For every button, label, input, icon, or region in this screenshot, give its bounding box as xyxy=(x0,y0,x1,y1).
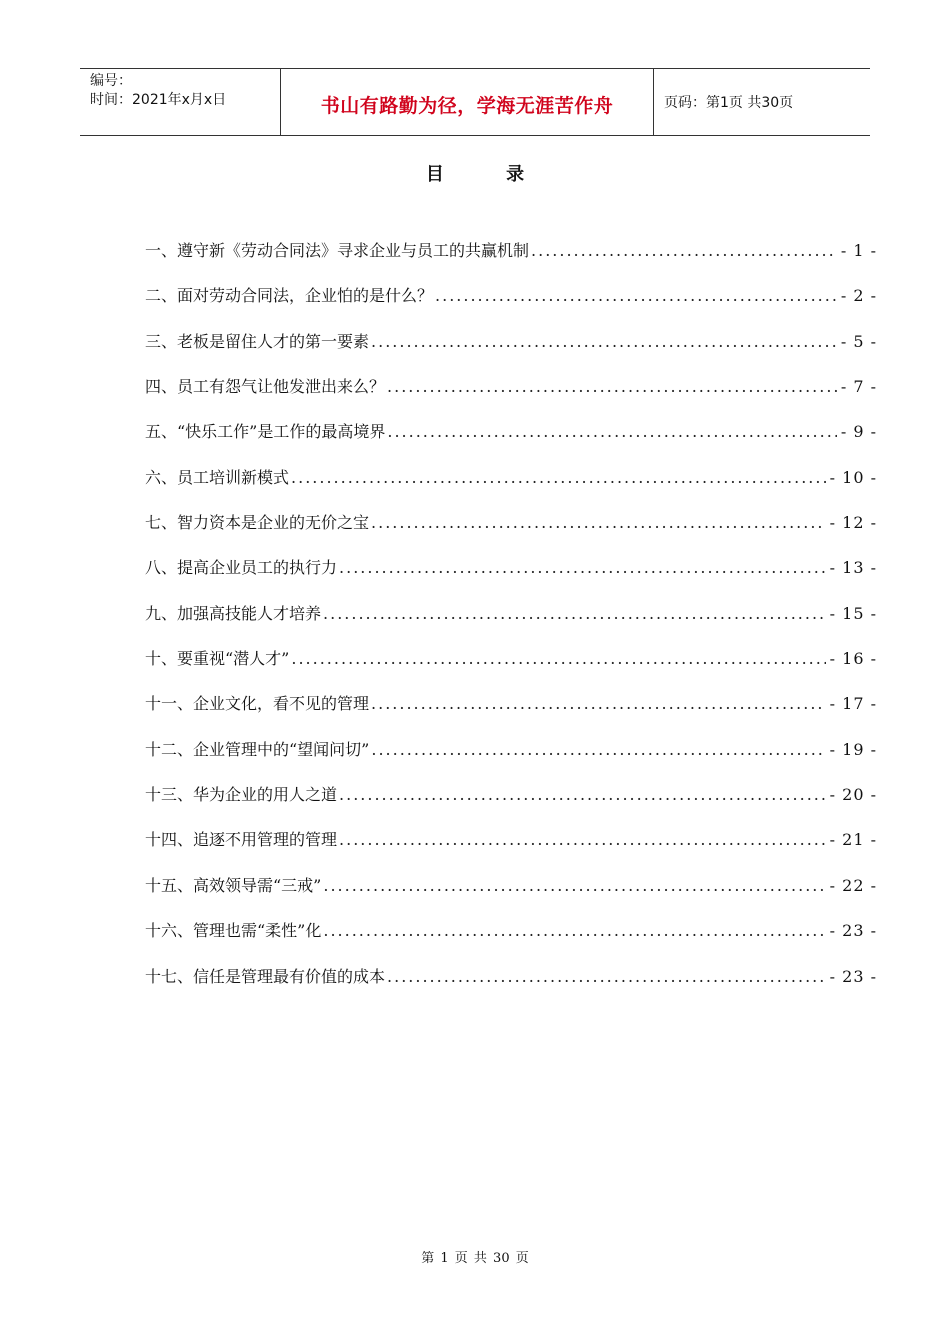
toc-dot-leader xyxy=(291,649,825,668)
toc-entry-title: 十一、企业文化，看不见的管理 xyxy=(145,694,370,714)
toc-entry-title: 十三、华为企业的用人之道 xyxy=(145,785,338,805)
toc-entry-title: 十四、追逐不用管理的管理 xyxy=(145,830,338,850)
toc-entry-page: - 15 - xyxy=(829,603,877,623)
toc-entry[interactable] xyxy=(145,827,877,872)
toc-entry[interactable] xyxy=(145,782,877,827)
toc-entry-title: 一、遵守新《劳动合同法》寻求企业与员工的共赢机制 xyxy=(145,241,530,260)
toc-dot-leader xyxy=(291,468,826,487)
toc-entry[interactable] xyxy=(145,601,877,646)
toc-entry-page: - 10 - xyxy=(829,467,877,487)
toc-entry-title: 十五、高效领导需“三戒” xyxy=(145,875,322,895)
toc-entry-title: 六、员工培训新模式 xyxy=(145,467,290,487)
toc-entry-page: - 19 - xyxy=(829,739,877,759)
toc-entry[interactable] xyxy=(145,419,877,464)
toc-entry-title: 十七、信任是管理最有价值的成本 xyxy=(145,966,386,986)
toc-entry-title: 三、老板是留住人才的第一要素 xyxy=(145,331,370,351)
toc-dot-leader xyxy=(339,830,826,849)
toc-entry[interactable] xyxy=(145,329,877,374)
toc-title: 目 录 xyxy=(425,164,553,185)
toc-dot-leader xyxy=(323,921,825,940)
toc-entry-page: - 7 - xyxy=(840,377,877,397)
toc-dot-leader xyxy=(387,422,836,441)
toc-dot-leader xyxy=(323,604,826,623)
toc-entry[interactable] xyxy=(145,374,877,419)
page-footer: 第 1 页 共 30 页 xyxy=(421,1251,529,1266)
toc-entry[interactable] xyxy=(145,283,877,328)
toc-entry-page: - 9 - xyxy=(840,422,877,442)
toc-dot-leader xyxy=(371,694,826,713)
header-page-cell xyxy=(654,69,870,135)
toc-entry-page: - 13 - xyxy=(829,558,877,578)
toc-entry[interactable] xyxy=(145,737,877,782)
toc-dot-leader xyxy=(323,876,825,895)
toc-entry-page: - 23 - xyxy=(829,921,877,941)
toc-entry-title: 十六、管理也需“柔性”化 xyxy=(145,921,322,941)
toc-dot-leader xyxy=(339,558,826,577)
toc-dot-leader xyxy=(387,967,826,986)
toc-entry[interactable] xyxy=(145,238,877,283)
toc-entry-title: 八、提高企业员工的执行力 xyxy=(145,558,338,578)
toc-entry[interactable] xyxy=(145,964,877,1009)
document-number-label: 编号： xyxy=(90,73,132,89)
toc-dot-leader xyxy=(435,286,837,305)
header-motto: 书山有路勤为径，学海无涯苦作舟 xyxy=(320,94,614,117)
toc-dot-leader xyxy=(371,513,826,532)
table-of-contents xyxy=(145,238,877,1009)
toc-entry-page: - 12 - xyxy=(829,513,877,533)
toc-entry-title: 十、要重视“潜人才” xyxy=(145,649,290,669)
toc-entry-title: 五、“快乐工作”是工作的最高境界 xyxy=(145,422,386,442)
toc-entry-title: 七、智力资本是企业的无价之宝 xyxy=(145,513,370,533)
toc-entry-title: 九、加强高技能人才培养 xyxy=(145,603,322,623)
toc-entry-page: - 17 - xyxy=(829,694,877,714)
header-motto-cell xyxy=(281,69,654,135)
toc-dot-leader xyxy=(339,785,826,804)
toc-entry[interactable] xyxy=(145,918,877,963)
toc-entry-page: - 20 - xyxy=(829,785,877,805)
header-page-code: 页码：第1页 共30页 xyxy=(664,95,794,111)
toc-dot-leader xyxy=(371,332,837,351)
toc-entry-page: - 1 - xyxy=(840,241,877,260)
toc-entry-page: - 23 - xyxy=(829,966,877,986)
toc-entry-page: - 2 - xyxy=(840,286,877,306)
toc-entry-title: 二、面对劳动合同法，企业怕的是什么？ xyxy=(145,286,434,306)
toc-entry[interactable] xyxy=(145,873,877,918)
header-meta-cell xyxy=(80,69,281,135)
document-date-label: 时间：2021年x月x日 xyxy=(90,92,227,108)
toc-entry-page: - 5 - xyxy=(840,331,877,351)
toc-entry[interactable] xyxy=(145,465,877,510)
toc-entry[interactable] xyxy=(145,691,877,736)
toc-dot-leader xyxy=(387,377,837,396)
toc-entry[interactable] xyxy=(145,510,877,555)
toc-entry-title: 十二、企业管理中的“望闻问切” xyxy=(145,739,370,759)
toc-entry-title: 四、员工有怨气让他发泄出来么？ xyxy=(145,377,386,397)
toc-entry-page: - 22 - xyxy=(829,875,877,895)
toc-entry[interactable] xyxy=(145,646,877,691)
toc-dot-leader xyxy=(531,241,837,260)
toc-entry[interactable] xyxy=(145,555,877,600)
toc-entry-page: - 16 - xyxy=(829,649,877,669)
document-header xyxy=(80,68,870,136)
toc-entry-page: - 21 - xyxy=(829,830,877,850)
toc-dot-leader xyxy=(371,740,825,759)
